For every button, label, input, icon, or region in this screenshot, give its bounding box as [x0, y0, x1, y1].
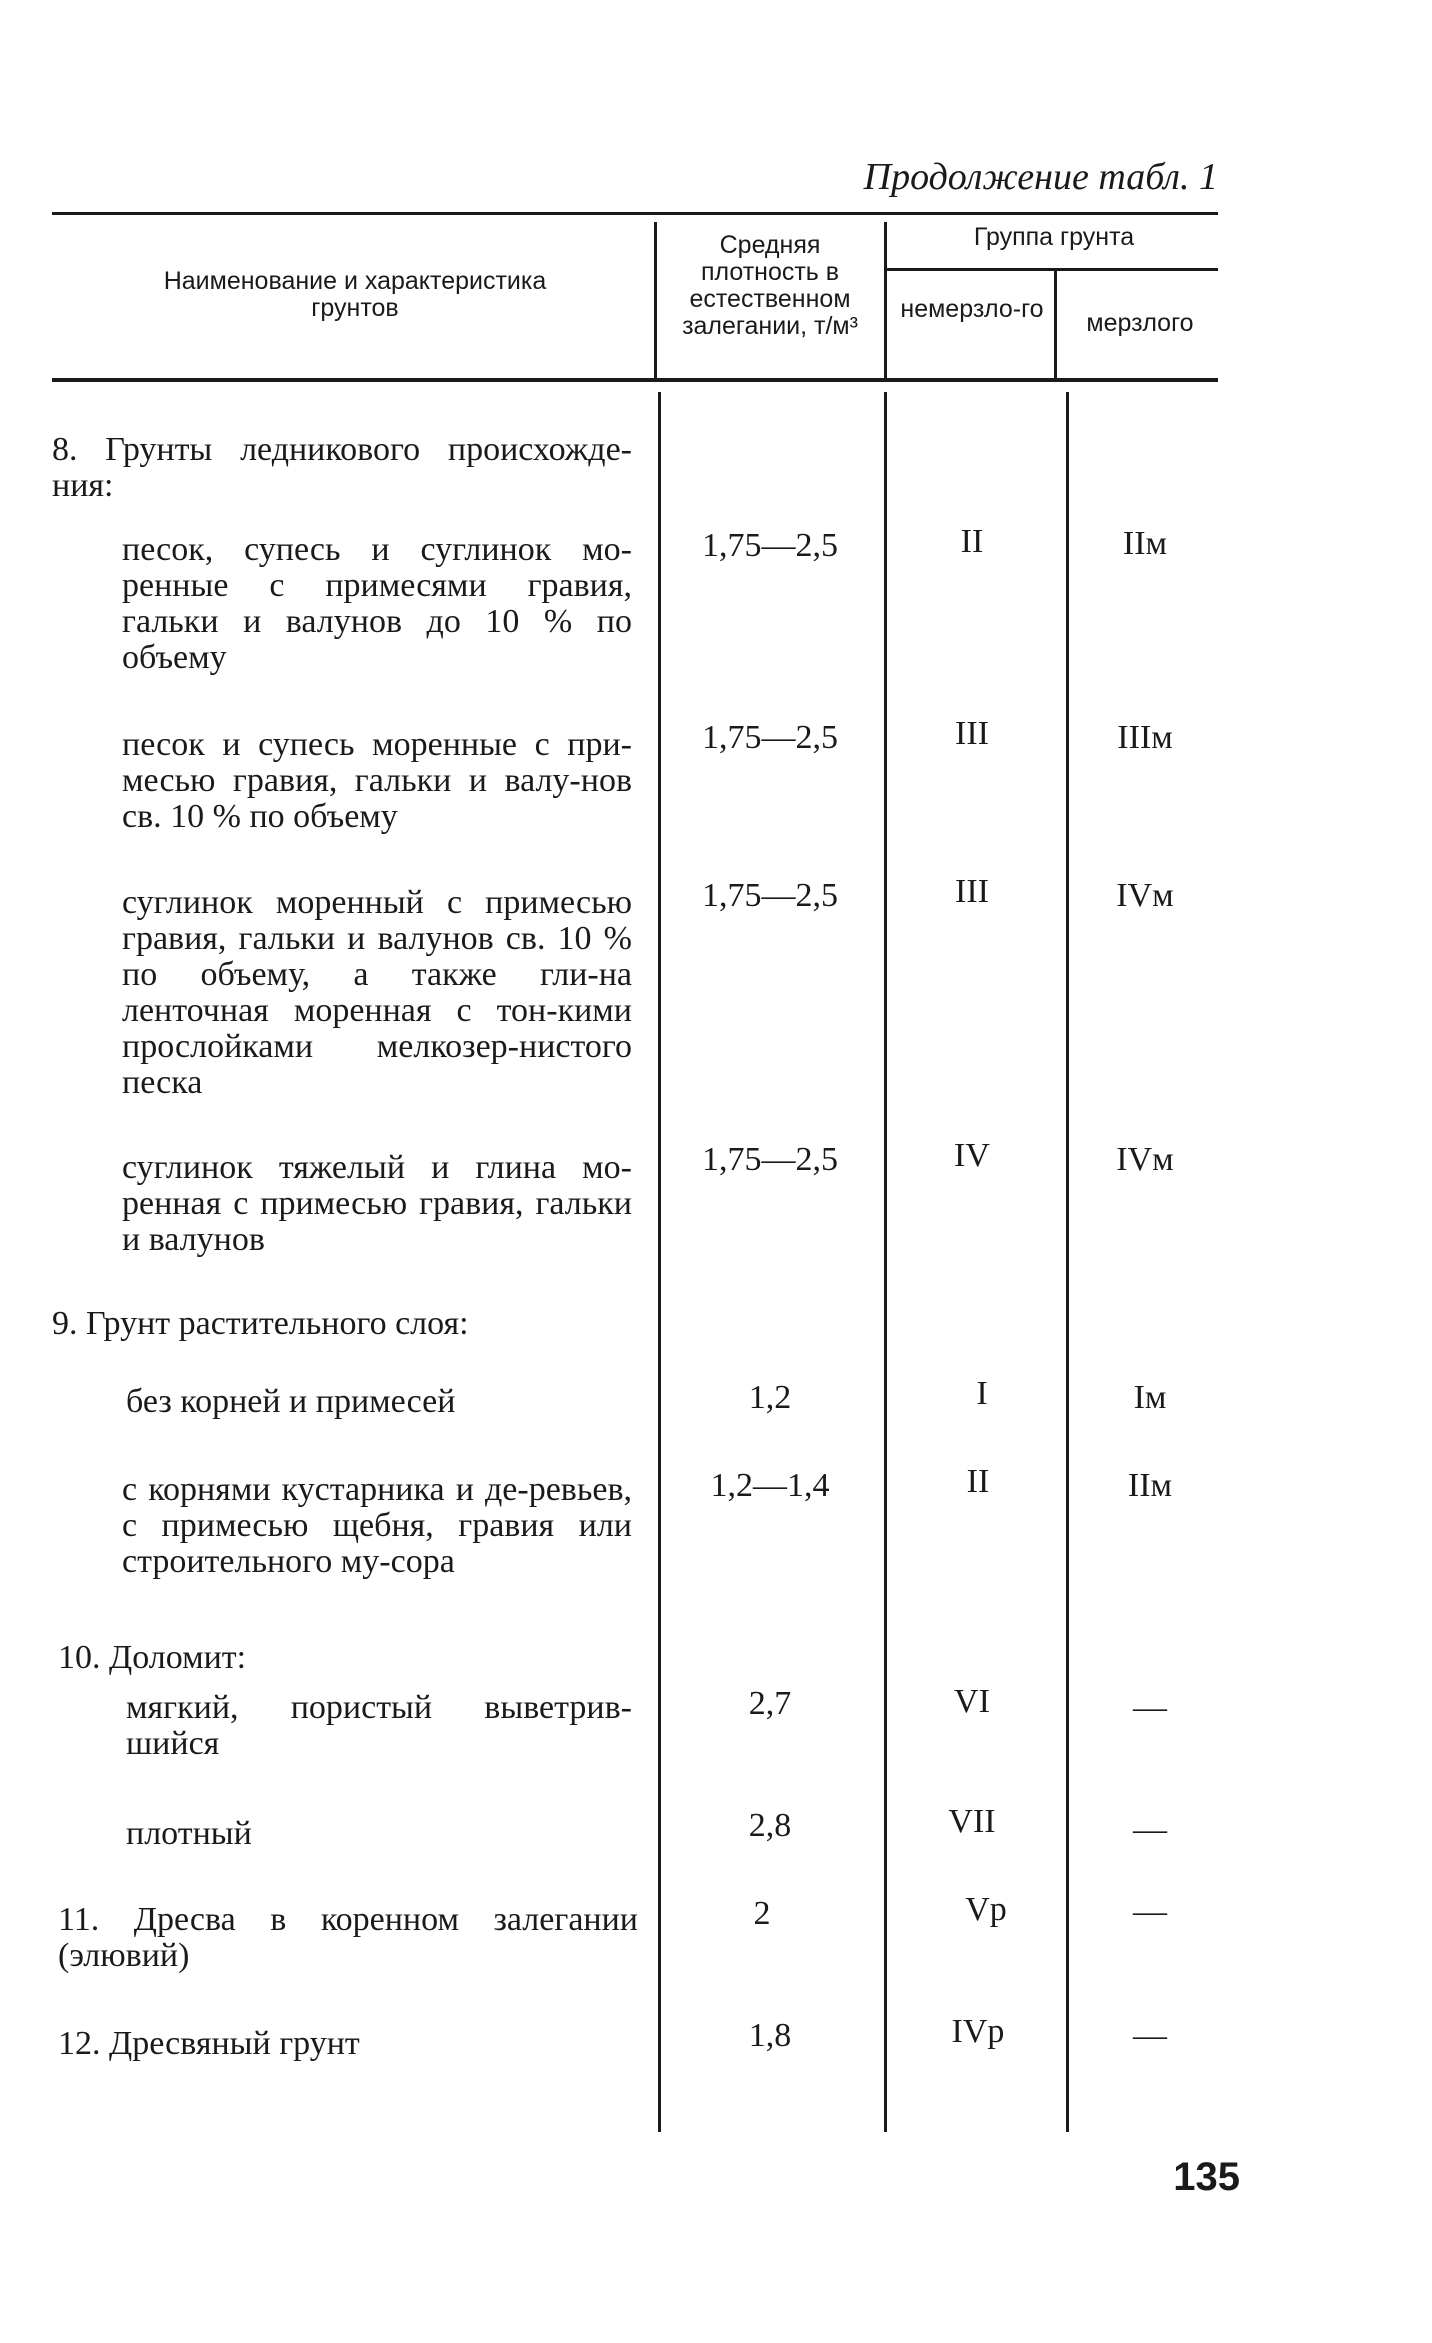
page-number: 135 [1173, 2155, 1240, 2199]
row-group-frozen: Iм [1133, 1379, 1167, 1416]
row-text: песок и супесь моренные с при-месью гравия, гальки и валу-нов св. 10 % по объему [122, 726, 632, 835]
row-density: 1,75—2,5 [702, 1141, 838, 1178]
row-group-unfrozen: I [976, 1375, 988, 1412]
row-text: без корней и примесей [126, 1383, 456, 1420]
row-text: суглинок моренный с примесью гравия, гальки и валунов св. 10 % по объему, а также гли-на ленточная моренная с тон-кими прослойками мелкозер-нистого песка [122, 884, 632, 1101]
header-name: Наименование и характеристика грунтов [163, 267, 547, 322]
row-group-unfrozen: VI [954, 1683, 990, 1720]
row-density: 2,7 [748, 1685, 792, 1722]
row-text: с корнями кустарника и де-ревьев, с примесью щебня, гравия или строительного му-сора [122, 1471, 632, 1580]
row-group-frozen: IIIм [1117, 719, 1173, 756]
row-group-frozen: — [1133, 1689, 1167, 1726]
row-density: 1,2—1,4 [710, 1467, 830, 1504]
row-group-frozen: — [1133, 2017, 1167, 2054]
row-text: плотный [126, 1815, 252, 1852]
header-divider-3 [1054, 270, 1057, 378]
row-group-frozen: IVм [1116, 1141, 1174, 1178]
row-group-unfrozen: II [960, 523, 984, 560]
body-divider-2 [884, 392, 887, 2132]
header-group: Группа грунта [973, 223, 1135, 251]
row-group-frozen: IIм [1122, 525, 1168, 562]
row-text: 10. Доломит: [58, 1639, 247, 1676]
row-group-unfrozen: VII [948, 1803, 996, 1840]
row-text: 11. Дресва в коренном залегании (элювий) [58, 1901, 638, 1974]
body-divider-3 [1066, 392, 1069, 2132]
header-bottom-rule [52, 378, 1218, 382]
row-text: 9. Грунт растительного слоя: [52, 1305, 469, 1342]
row-group-frozen: IIм [1127, 1467, 1173, 1504]
header-frozen: мерзлого [1086, 309, 1194, 337]
header-divider-2 [884, 222, 887, 378]
row-density: 2 [753, 1895, 771, 1932]
row-text: песок, супесь и суглинок мо-ренные с примесями гравия, гальки и валунов до 10 % по объему [122, 531, 632, 676]
row-group-unfrozen: IV [954, 1137, 990, 1174]
row-density: 1,75—2,5 [702, 527, 838, 564]
row-group-unfrozen: III [955, 873, 989, 910]
row-group-unfrozen: IVр [951, 2013, 1005, 2050]
group-divider-rule [886, 268, 1218, 271]
row-text: 8. Грунты ледникового происхожде-ния: [52, 431, 632, 504]
row-density: 1,8 [748, 2017, 792, 2054]
row-text: мягкий, пористый выветрив-шийся [126, 1689, 632, 1762]
row-density: 1,75—2,5 [702, 719, 838, 756]
row-group-frozen: IVм [1116, 877, 1174, 914]
row-density: 1,2 [748, 1379, 792, 1416]
header-unfrozen: немерзло-го [900, 295, 1044, 323]
row-density: 1,75—2,5 [702, 877, 838, 914]
table-caption: Продолжение табл. 1 [863, 156, 1218, 198]
row-text: 12. Дресвяный грунт [58, 2025, 360, 2062]
row-density: 2,8 [748, 1807, 792, 1844]
row-group-frozen: — [1133, 1893, 1167, 1930]
header-divider-1 [654, 222, 657, 378]
header-density: Средняя плотность в естественном залегании, т/м³ [682, 231, 858, 340]
table-top-rule [52, 212, 1218, 215]
row-group-unfrozen: III [955, 715, 989, 752]
row-group-unfrozen: II [966, 1463, 990, 1500]
row-group-unfrozen: Vр [965, 1891, 1007, 1928]
row-text: суглинок тяжелый и глина мо-ренная с примесью гравия, гальки и валунов [122, 1149, 632, 1258]
row-group-frozen: — [1133, 1811, 1167, 1848]
body-divider-1 [658, 392, 661, 2132]
